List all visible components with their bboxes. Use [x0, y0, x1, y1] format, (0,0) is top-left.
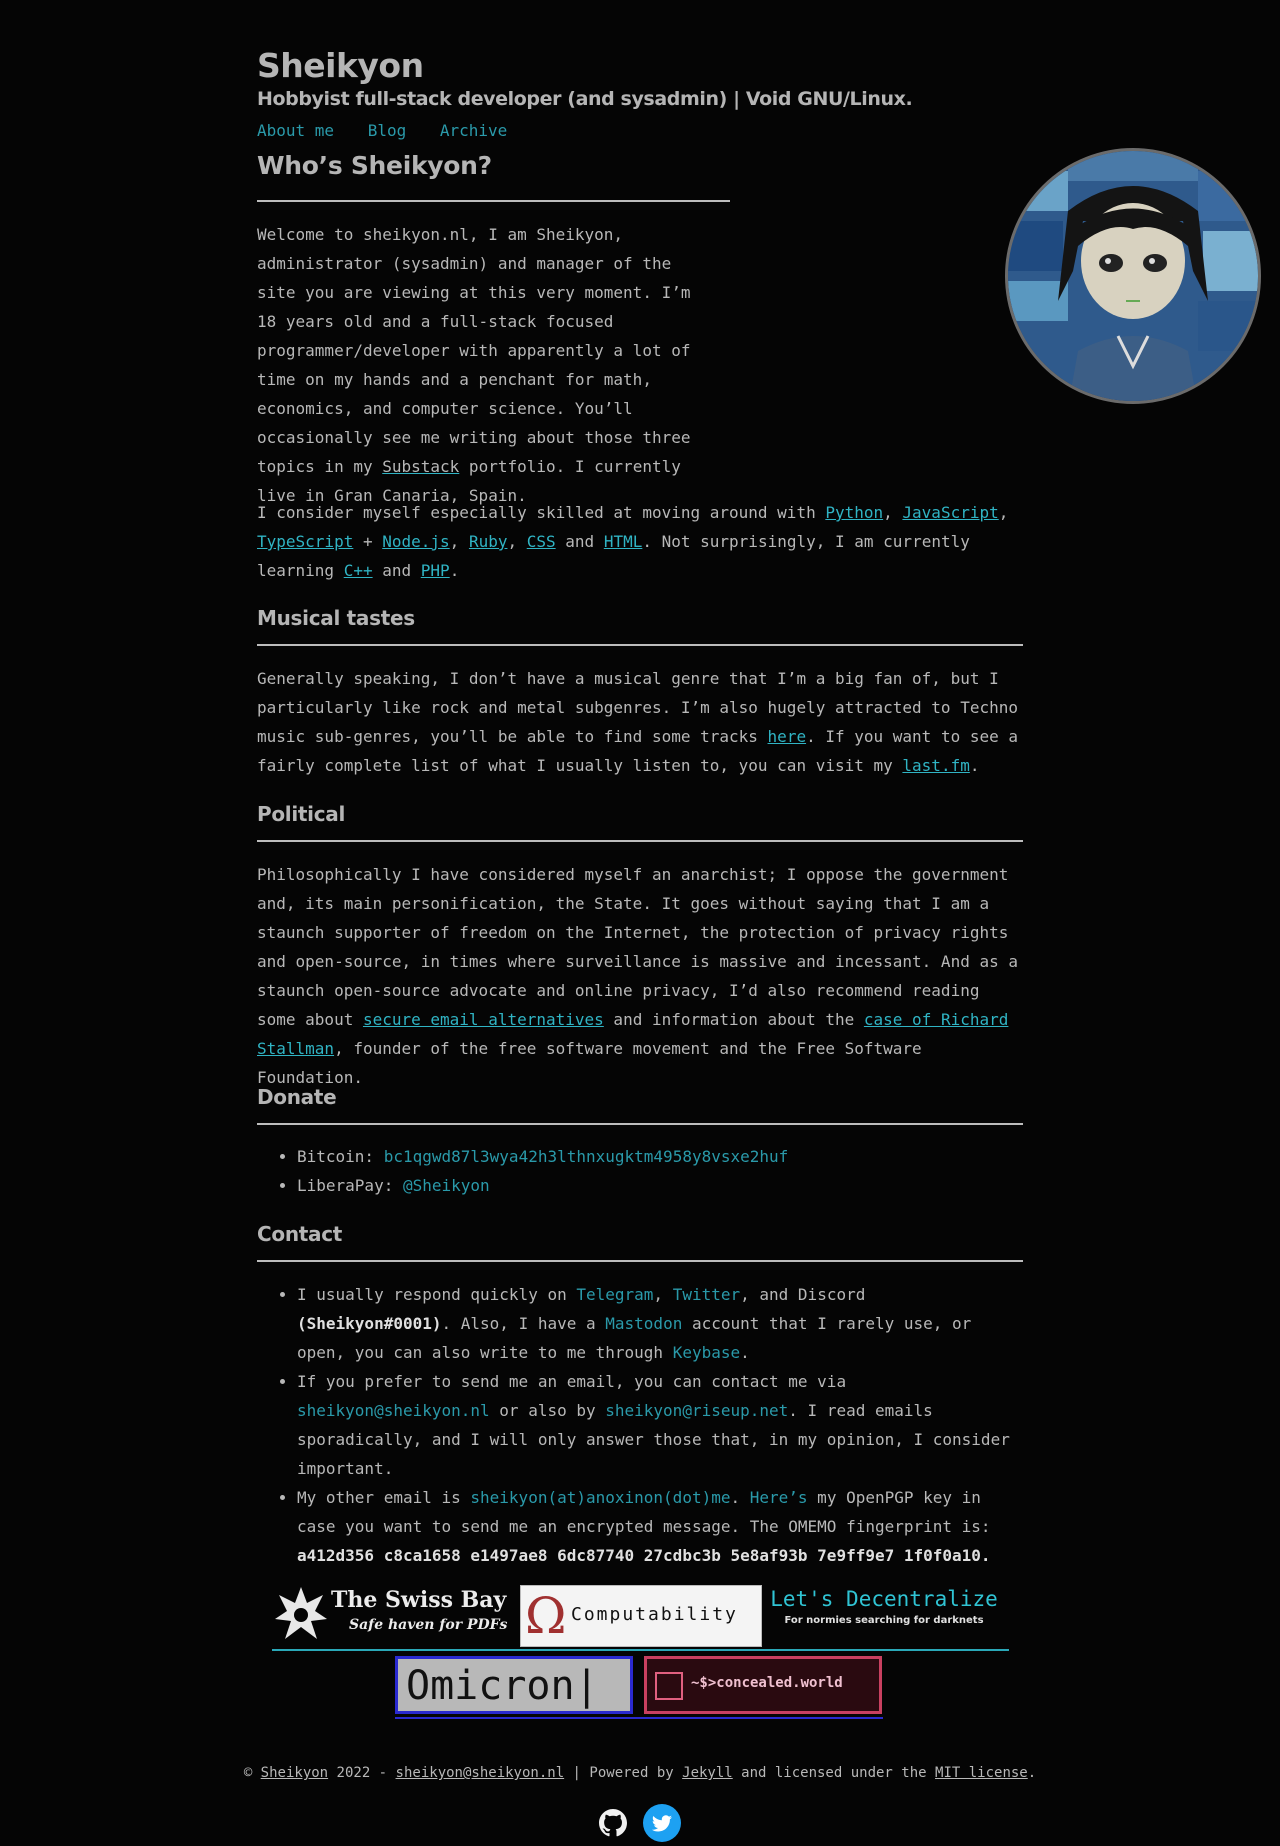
liberapay-link[interactable]: @Sheikyon	[402, 1176, 490, 1195]
swissbay-banner[interactable]	[273, 1585, 518, 1643]
email-link-primary[interactable]: sheikyon@sheikyon.nl	[297, 1401, 490, 1420]
pgp-key-link[interactable]: Here’s	[749, 1488, 808, 1507]
decentralize-title: Let's Decentralize	[770, 1587, 998, 1611]
contact-text: account that I rarely use, or open, you can also write to me through	[297, 1314, 972, 1362]
nav-blog[interactable]: Blog	[367, 121, 407, 140]
site-tagline: Hobbyist full-stack developer (and sysadmin) | Void GNU/Linux.	[257, 88, 913, 110]
substack-link[interactable]: Substack	[382, 457, 460, 476]
mastodon-link[interactable]: Mastodon	[605, 1314, 683, 1333]
email-link-anoxinon[interactable]: sheikyon(at)anoxinon(dot)me	[470, 1488, 731, 1507]
skills-separator: ,	[449, 532, 469, 551]
footer-licensed: and licensed under the	[732, 1765, 936, 1781]
tracks-here-link[interactable]: here	[767, 727, 807, 746]
css-link[interactable]: CSS	[526, 532, 556, 551]
donate-list	[257, 1142, 1023, 1200]
jekyll-link[interactable]: Jekyll	[682, 1765, 733, 1781]
bitcoin-label: Bitcoin:	[297, 1147, 384, 1166]
email-link-riseup[interactable]: sheikyon@riseup.net	[605, 1401, 789, 1420]
lastfm-link[interactable]: last.fm	[902, 756, 970, 775]
ruby-link[interactable]: Ruby	[468, 532, 508, 551]
contact-text: If you prefer to send me an email, you can contact me via	[297, 1372, 847, 1391]
social-links	[0, 1804, 1280, 1842]
musical-heading: Musical tastes	[257, 606, 415, 630]
footer-copyright: ©	[243, 1765, 261, 1781]
banner-divider	[272, 1649, 1009, 1651]
skills-separator: +	[353, 532, 383, 551]
contact-text: I usually respond quickly on	[297, 1285, 577, 1304]
contact-text: my OpenPGP key in case you want to send me an encrypted message. The OMEMO fingerprint is:	[297, 1488, 991, 1536]
omicron-label: Omicron|	[406, 1663, 599, 1709]
political-text-end: , founder of the free software movement and the Free Software Foundation.	[257, 1039, 922, 1087]
contact-text: . Also, I have a	[441, 1314, 606, 1333]
donate-heading: Donate	[257, 1085, 337, 1109]
profile-avatar	[1005, 148, 1261, 404]
footer-year: 2022 -	[328, 1765, 396, 1781]
typescript-link[interactable]: TypeScript	[257, 532, 354, 551]
contact-list	[257, 1280, 1023, 1570]
contact-text: or also by	[489, 1401, 606, 1420]
computability-banner[interactable]	[520, 1585, 762, 1647]
nav-about-me[interactable]: About me	[257, 121, 335, 140]
learning-text: . Not surprisingly, I am currently learning	[257, 532, 970, 580]
site-title[interactable]: Sheikyon	[257, 46, 424, 85]
footer-powered: | Powered by	[564, 1765, 683, 1781]
keybase-link[interactable]: Keybase	[672, 1343, 741, 1362]
list-item	[297, 1171, 1023, 1200]
concealed-label: ~$>concealed.world	[691, 1675, 843, 1691]
political-text: Philosophically I have considered myself an anarchist; I oppose the government and, its main personification, the State. It goes without saying that I am a staunch supporter of freedom on the Internet, the protection of privacy rights and open-source, in times where surveillance is massive and incessant. And as a staunch open-source advocate and online privacy, I’d also recommend reading some about	[257, 865, 1018, 1029]
about-divider	[257, 200, 730, 202]
mit-license-link[interactable]: MIT license	[935, 1765, 1028, 1781]
political-heading: Political	[257, 802, 346, 826]
skills-separator: ,	[998, 503, 1009, 522]
about-heading: Who’s Sheikyon?	[257, 151, 492, 180]
list-item: • My other email is sheikyon(at)anoxinon(dot)me. Here’s my OpenPGP key in case you want to send me an encrypted message. The OMEMO fingerprint is: a412d356 c8ca1658 e1497ae8 6dc87740 27cdbc3b 5e8af93b 7e9ff9e7 1f0f0a10.	[297, 1483, 1023, 1570]
swissbay-subtitle: Safe haven for PDFs	[349, 1617, 508, 1633]
html-link[interactable]: HTML	[603, 532, 643, 551]
swissbay-logo-icon	[273, 1585, 329, 1643]
about-text-end: portfolio. I currently live in Gran Canaria, Spain.	[257, 457, 681, 505]
omicron-banner[interactable]	[395, 1656, 633, 1714]
musical-divider	[257, 644, 1023, 646]
musical-text-2: . If you want to see a fairly complete list of what I usually listen to, you can visit my	[257, 727, 1018, 775]
contact-divider	[257, 1260, 1023, 1262]
telegram-link[interactable]: Telegram	[576, 1285, 654, 1304]
contact-text: My other email is	[297, 1488, 471, 1507]
computability-label: Computability	[571, 1604, 738, 1625]
decentralize-subtitle: For normies searching for darknets	[784, 1615, 984, 1626]
footer-email-link[interactable]: sheikyon@sheikyon.nl	[395, 1765, 565, 1781]
skills-separator: and	[372, 561, 421, 580]
skills-period: .	[449, 561, 460, 580]
about-paragraph-1	[257, 220, 717, 510]
footer-period: .	[1027, 1765, 1037, 1781]
nodejs-link[interactable]: Node.js	[382, 532, 450, 551]
skills-separator: and	[555, 532, 604, 551]
musical-paragraph	[257, 664, 1023, 780]
banner-divider-2	[395, 1717, 883, 1719]
omega-icon: Ω	[525, 1587, 567, 1645]
nav-archive[interactable]: Archive	[439, 121, 508, 140]
political-paragraph	[257, 860, 1023, 1092]
discord-handle: (Sheikyon#0001)	[297, 1314, 442, 1333]
list-item	[297, 1367, 1023, 1483]
musical-text-end: .	[969, 756, 980, 775]
bitcoin-address[interactable]: bc1qgwd87l3wya42h3lthnxugktm4958y8vsxe2huf	[383, 1147, 789, 1166]
javascript-link[interactable]: JavaScript	[902, 503, 999, 522]
list-item: • I usually respond quickly on Telegram, Twitter, and Discord (Sheikyon#0001). Also, I have a Mastodon account that I rarely use, or open, you can also write to me through Keybase.	[297, 1280, 1023, 1367]
about-paragraph-2	[257, 498, 1023, 585]
contact-text: . I read emails sporadically, and I will only answer those that, in my opinion, I consider important.	[297, 1401, 1010, 1478]
cat-icon	[655, 1672, 683, 1700]
contact-text: , and Discord	[740, 1285, 866, 1304]
political-divider	[257, 840, 1023, 842]
php-link[interactable]: PHP	[420, 561, 450, 580]
donate-divider	[257, 1123, 1023, 1125]
skills-text: I consider myself especially skilled at moving around with	[257, 503, 826, 522]
skills-separator: ,	[507, 532, 527, 551]
liberapay-label: LiberaPay:	[297, 1176, 403, 1195]
twitter-icon[interactable]	[643, 1804, 681, 1842]
avatar-illustration	[1008, 151, 1261, 404]
stallman-link[interactable]: case of Richard Stallman	[257, 1010, 1009, 1058]
omemo-fingerprint: a412d356 c8ca1658 e1497ae8 6dc87740 27cdbc3b 5e8af93b 7e9ff9e7 1f0f0a10.	[297, 1546, 991, 1565]
about-text: Welcome to sheikyon.nl, I am Sheikyon, administrator (sysadmin) and manager of the site you are viewing at this very moment. I’m 18 years old and a full-stack focused programmer/developer with apparently a lot of time on my hands and a penchant for math, economics, and computer science. You’ll occasionally see me writing about those three topics in my	[257, 225, 691, 476]
musical-text: Generally speaking, I don’t have a musical genre that I’m a big fan of, but I particularly like rock and metal subgenres. I’m also hugely attracted to Techno music sub-genres, you’ll be able to find some tracks	[257, 669, 1018, 746]
contact-heading: Contact	[257, 1222, 343, 1246]
political-text-2: and information about the	[603, 1010, 864, 1029]
main-nav	[257, 121, 531, 140]
secure-email-link[interactable]: secure email alternatives	[362, 1010, 604, 1029]
footer-name-link[interactable]: Sheikyon	[260, 1765, 329, 1781]
cpp-link[interactable]: C++	[343, 561, 373, 580]
decentralize-banner[interactable]	[769, 1585, 999, 1643]
skills-separator: ,	[883, 503, 903, 522]
footer	[0, 1765, 1280, 1781]
github-icon[interactable]	[599, 1809, 627, 1837]
list-item	[297, 1142, 1023, 1171]
twitter-link[interactable]: Twitter	[672, 1285, 741, 1304]
python-link[interactable]: Python	[825, 503, 884, 522]
swissbay-title: The Swiss Bay	[331, 1587, 507, 1613]
concealed-banner[interactable]	[644, 1656, 882, 1714]
